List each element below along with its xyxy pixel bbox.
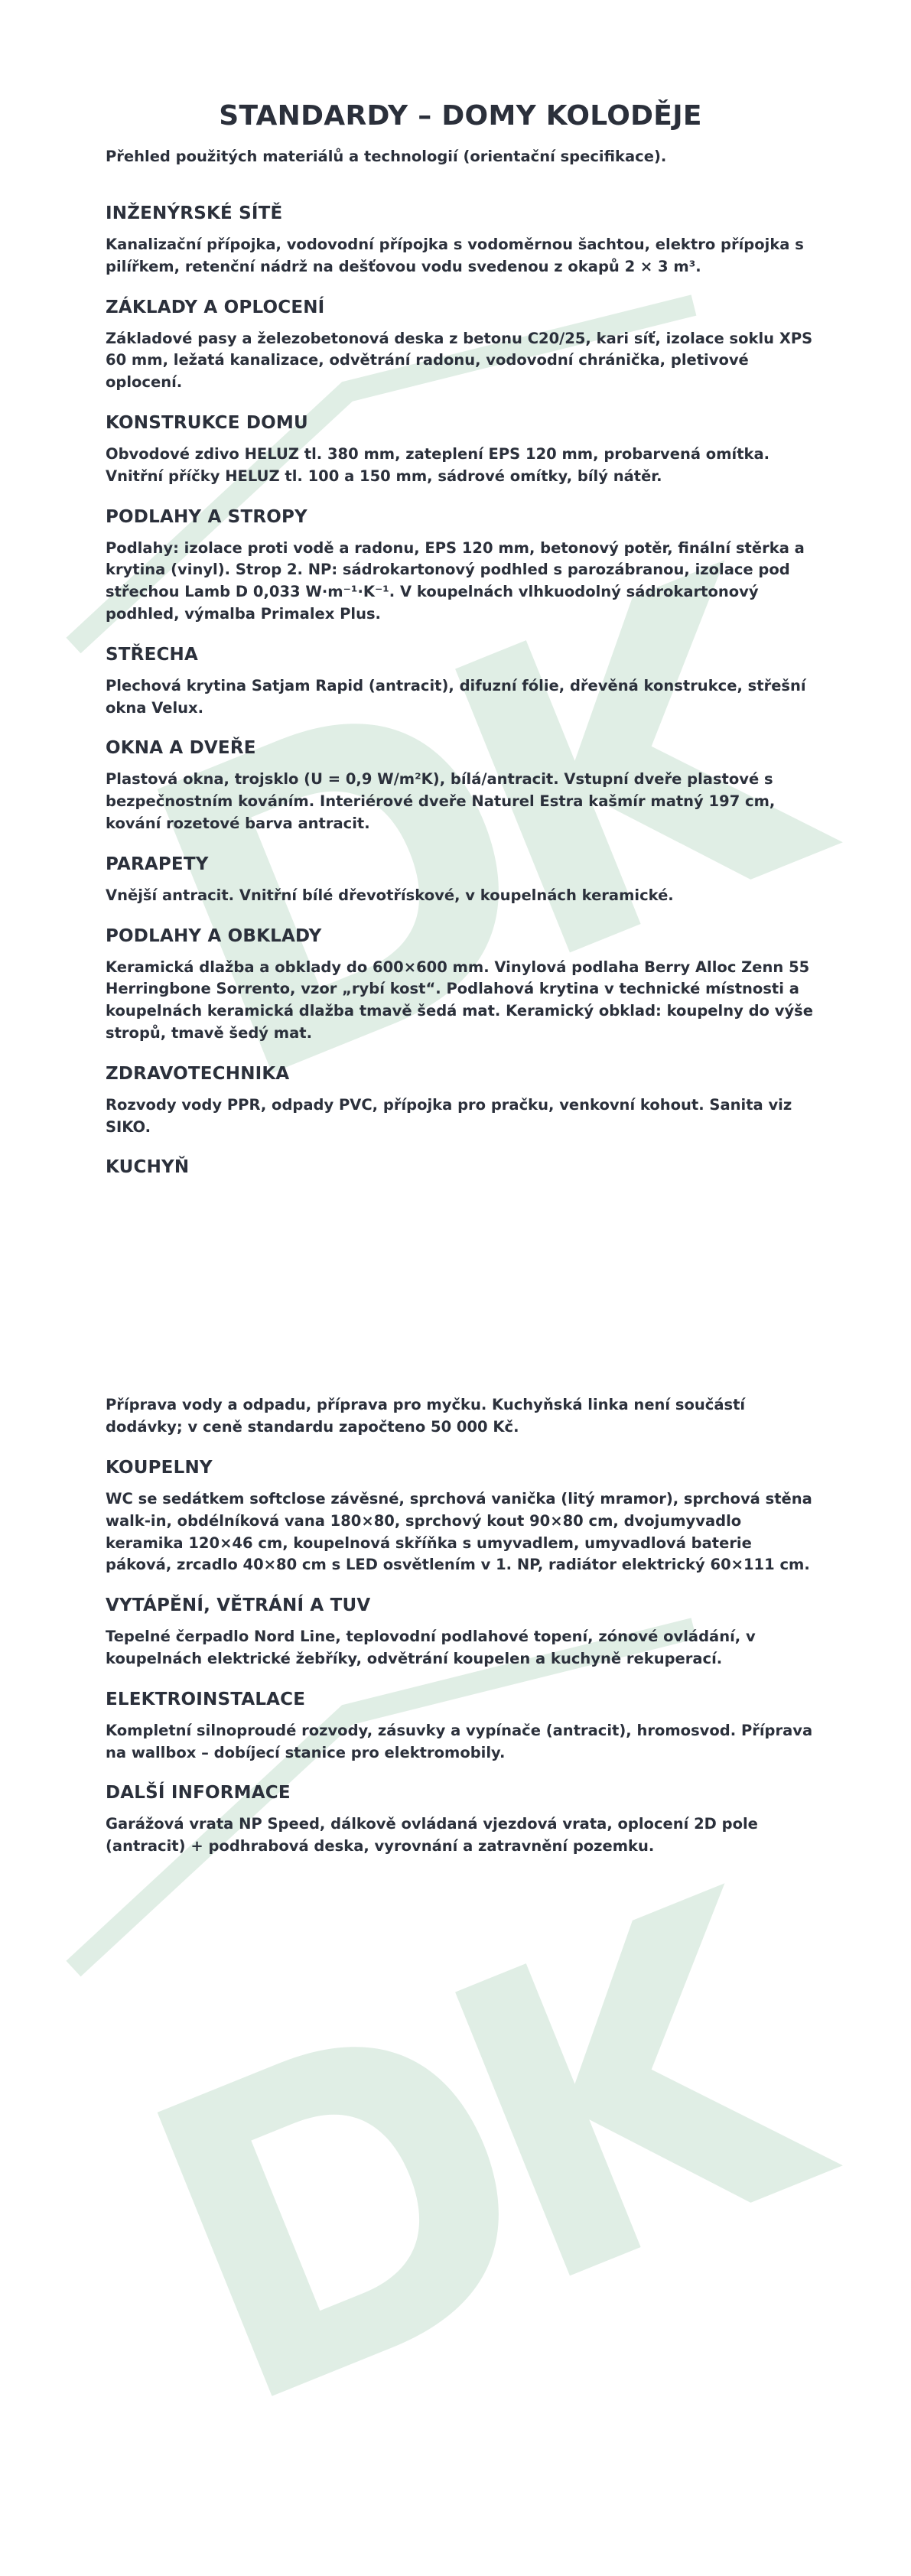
section-text: Obvodové zdivo HELUZ tl. 380 mm, zateplení EPS 120 mm, probarvená omítka. Vnitřní příčky HELUZ tl. 100 a 150 mm, sádrové omítky, bílý nátěr. [106,444,770,485]
section-heading: ELEKTROINSTALACE [106,1689,306,1709]
section-kuchyn [106,1156,815,1439]
section-text: Podlahy: izolace proti vodě a radonu, EPS 120 mm, betonový potěr, finální stěrka a krytina (vinyl). Strop 2. NP: sádrokartonový podhled s parozábranou, izolace pod střechou Lamb D 0,033 W·m⁻¹·K⁻¹. V koupelnách vlhkuodolný sádrokartonový podhled, výmalba Primalex Plus. [106,538,805,623]
section-heading: STŘECHA [106,644,199,665]
section-text: Garážová vrata NP Speed, dálkově ovládaná vjezdová vrata, oplocení 2D pole (antracit) + podhrabová deska, vyrovnání a zatravnění pozemku. [106,1815,758,1856]
section-heading: VYTÁPĚNÍ, VĚTRÁNÍ A TUV [106,1595,371,1616]
section-text: Plastová okna, trojsklo (U = 0,9 W/m²K), bílá/antracit. Vstupní dveře plastové s bezpečnostním kováním. Interiérové dveře Naturel Estra kašmír matný 197 cm, kování rozetové barva antracit. [106,770,776,832]
section-podlahy-a-stropy [106,506,815,626]
section-heading: KOUPELNY [106,1457,213,1478]
kitchen-image-placeholder [106,1188,815,1385]
section-heading: INŽENÝRSKÉ SÍTĚ [106,203,283,223]
section-koupelny [106,1456,815,1576]
section-heading: KUCHYŇ [106,1157,190,1178]
section-text: Kompletní silnoproudé rozvody, zásuvky a vypínače (antracit), hromosvod. Příprava na wallbox – dobíjecí stanice pro elektromobily. [106,1721,813,1761]
page-subtitle: Přehled použitých materiálů a technologií (orientační specifikace). [106,148,667,165]
section-parapety [106,853,815,907]
section-heading: PARAPETY [106,854,209,874]
section-zaklady-a-oploceni [106,296,815,394]
section-heading: DALŠÍ INFORMACE [106,1783,291,1804]
section-podlahy-a-obklady [106,925,815,1045]
section-text: Základové pasy a železobetonová deska z betonu C20/25, kari síť, izolace soklu XPS 60 mm, ležatá kanalizace, odvětrání radonu, vodovodní chránička, pletivové oplocení. [106,329,813,392]
section-zdravotechnika [106,1062,815,1139]
section-vytapeni-vetrani-tuv [106,1594,815,1670]
section-heading: KONSTRUKCE DOMU [106,412,308,433]
logo-letter-k-icon [455,1882,843,2275]
section-heading: OKNA A DVEŘE [106,738,256,759]
section-elektroinstalace [106,1688,815,1764]
section-heading: ZDRAVOTECHNIKA [106,1063,290,1084]
section-dalsi-informace [106,1781,815,1858]
section-text: Kanalizační přípojka, vodovodní přípojka s vodoměrnou šachtou, elektro přípojka s pilířkem, retenční nádrž na dešťovou vodu svedenou z okapů 2 × 3 m³. [106,236,804,275]
section-text: Keramická dlažba a obklady do 600×600 mm. Vinylová podlaha Berry Alloc Zenn 55 Herringbone Sorrento, vzor „rybí kost“. Podlahová krytina v technické místnosti a koupelnách keramická dlažba tmavě šedá mat. Keramický obklad: koupelny do výše stropů, tmavě šedý mat. [106,958,813,1042]
section-strecha [106,643,815,720]
section-heading: PODLAHY A STROPY [106,506,307,527]
section-heading: ZÁKLADY A OPLOCENÍ [106,297,325,317]
section-text: Plechová krytina Satjam Rapid (antracit), difuzní fólie, dřevěná konstrukce, střešní okna Velux. [106,676,806,717]
page-title: STANDARDY – DOMY KOLODĚJE [219,100,702,132]
section-heading: PODLAHY A OBKLADY [106,925,322,946]
section-konstrukce-domu [106,411,815,488]
section-text: Tepelné čerpadlo Nord Line, teplovodní podlahové topení, zónové ovládání, v koupelnách elektrické žebříky, odvětrání koupelen a kuchyně rekuperací. [106,1628,756,1667]
section-inzenyrske-site [106,202,815,278]
section-text: Vnější antracit. Vnitřní bílé dřevotřískové, v koupelnách keramické. [106,886,674,904]
section-text: Rozvody vody PPR, odpady PVC, přípojka pro pračku, venkovní kohout. Sanita viz SIKO. [106,1095,792,1136]
section-text: Příprava vody a odpadu, příprava pro myčku. Kuchyňská linka není součástí dodávky; v ceně standardu započteno 50 000 Kč. [106,1396,746,1436]
section-okna-a-dvere [106,737,815,834]
section-text: WC se sedátkem softclose závěsné, sprchová vanička (litý mramor), sprchová stěna walk-in, obdélníková vana 180×80, sprchový kout 90×80 cm, dvojumyvadlo keramika 120×46 cm, koupelnová skříňka s umyvadlem, umyvadlová baterie páková, zrcadlo 40×80 cm s LED osvětlením v 1. NP, radiátor elektrický 60×111 cm. [106,1489,812,1574]
